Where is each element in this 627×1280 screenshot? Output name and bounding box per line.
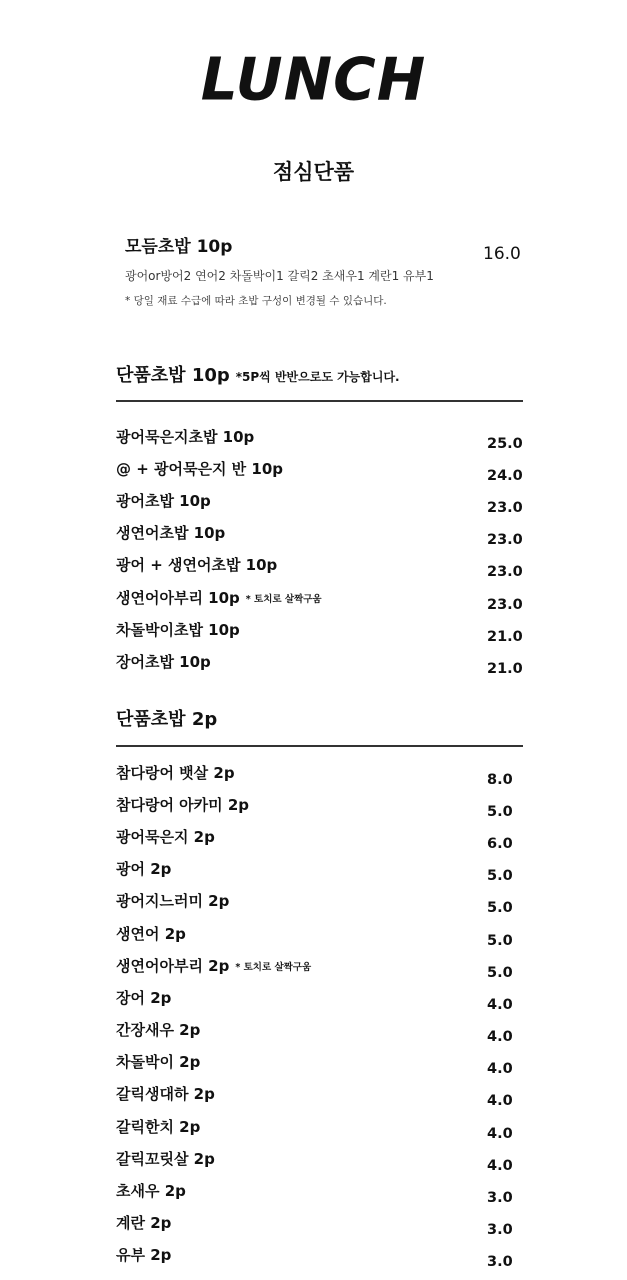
menu-item-price: 23.0 <box>487 500 523 516</box>
menu-item <box>116 1242 523 1274</box>
section-10p-title: 단품초밥 10p <box>116 365 230 386</box>
menu-item-name: 갈릭한치 2p <box>116 1118 201 1136</box>
menu-item-price: 4.0 <box>487 1158 513 1174</box>
menu-item-price: 5.0 <box>487 900 513 916</box>
menu-item-price: 8.0 <box>487 772 513 788</box>
menu-item-price: 24.0 <box>487 468 523 484</box>
menu-item-name: 장어 2p <box>116 989 172 1007</box>
set-menu-description: 광어or방어2 연어2 차돌박이1 갈릭2 초새우1 계란1 유부1 <box>125 269 434 283</box>
menu-item <box>116 585 523 617</box>
menu-item <box>116 1146 523 1178</box>
menu-item <box>116 985 523 1017</box>
menu-item-name: 참다랑어 뱃살 2p <box>116 764 235 782</box>
menu-item-name: 참다랑어 아카미 2p <box>116 796 250 814</box>
menu-item-name: 광어묵은지초밥 10p <box>116 428 255 446</box>
menu-item-name: 계란 2p <box>116 1214 172 1232</box>
menu-item-price: 3.0 <box>487 1190 513 1206</box>
section-2p-header <box>116 706 217 734</box>
menu-item-name: @ + 광어묵은지 반 10p <box>116 460 284 478</box>
menu-item-name: 광어 2p <box>116 860 172 878</box>
menu-item-name: 초새우 2p <box>116 1182 186 1200</box>
menu-item <box>116 792 523 824</box>
menu-item-name: 갈릭꼬릿살 2p <box>116 1150 215 1168</box>
section-10p-note: *5P씩 반반으로도 가능합니다. <box>235 370 400 384</box>
menu-item <box>116 1178 523 1210</box>
menu-item-price: 4.0 <box>487 1093 513 1109</box>
menu-item <box>116 424 523 456</box>
menu-item-note: * 토치로 살짝구움 <box>235 962 312 973</box>
menu-item-name: 유부 2p <box>116 1246 172 1264</box>
menu-item-name: 갈릭생대하 2p <box>116 1085 215 1103</box>
menu-item-price: 25.0 <box>487 436 523 452</box>
menu-item <box>116 1210 523 1242</box>
menu-item-name: 광어 + 생연어초밥 10p <box>116 556 278 574</box>
set-menu-name: 모듬초밥 10p <box>125 237 233 257</box>
menu-item-name: 광어지느러미 2p <box>116 892 230 910</box>
menu-item <box>116 649 523 681</box>
menu-subtitle: 점심단품 <box>272 160 355 184</box>
menu-item <box>116 617 523 649</box>
menu-item <box>116 760 523 792</box>
menu-item-price: 3.0 <box>487 1222 513 1238</box>
menu-item-price: 5.0 <box>487 804 513 820</box>
menu-item-price: 4.0 <box>487 1126 513 1142</box>
menu-item-price: 6.0 <box>487 836 513 852</box>
menu-item-name: 광어묵은지 2p <box>116 828 215 846</box>
menu-logo: LUNCH <box>200 44 427 114</box>
menu-item <box>116 1049 523 1081</box>
menu-item <box>116 456 523 488</box>
menu-item-price: 4.0 <box>487 1029 513 1045</box>
menu-item-name: 광어초밥 10p <box>116 492 211 510</box>
menu-item-name: 생연어아부리 2p <box>116 957 230 975</box>
menu-item-name: 차돌박이 2p <box>116 1053 201 1071</box>
menu-item <box>116 921 523 953</box>
section-2p-title: 단품초밥 2p <box>116 709 218 730</box>
menu-item-price: 5.0 <box>487 965 513 981</box>
menu-item <box>116 953 523 985</box>
menu-item-price: 4.0 <box>487 997 513 1013</box>
set-menu-price: 16.0 <box>483 244 521 264</box>
menu-item-price: 23.0 <box>487 564 523 580</box>
menu-item-name: 생연어 2p <box>116 925 186 943</box>
menu-item-price: 21.0 <box>487 661 523 677</box>
menu-item <box>116 824 523 856</box>
menu-item <box>116 1114 523 1146</box>
menu-item-name: 생연어아부리 10p <box>116 589 240 607</box>
menu-item <box>116 856 523 888</box>
menu-item-price: 5.0 <box>487 933 513 949</box>
menu-item-price: 5.0 <box>487 868 513 884</box>
menu-item-name: 장어초밥 10p <box>116 653 211 671</box>
menu-item <box>116 520 523 552</box>
menu-item-price: 3.0 <box>487 1254 513 1270</box>
menu-item <box>116 1017 523 1049</box>
menu-item-name: 생연어초밥 10p <box>116 524 226 542</box>
menu-item <box>116 888 523 920</box>
section-2p-divider <box>116 745 523 747</box>
menu-item <box>116 488 523 520</box>
menu-item <box>116 1081 523 1113</box>
menu-item <box>116 552 523 584</box>
menu-item-price: 23.0 <box>487 597 523 613</box>
section-10p-divider <box>116 400 523 402</box>
menu-item-name: 차돌박이초밥 10p <box>116 621 240 639</box>
menu-item-name: 간장새우 2p <box>116 1021 201 1039</box>
menu-item-price: 23.0 <box>487 532 523 548</box>
menu-item-price: 4.0 <box>487 1061 513 1077</box>
menu-item-price: 21.0 <box>487 629 523 645</box>
menu-item-note: * 토치로 살짝구움 <box>245 594 322 605</box>
section-10p-header <box>116 362 400 391</box>
set-menu-note: * 당일 재료 수급에 따라 초밥 구성이 변경될 수 있습니다. <box>125 295 387 307</box>
